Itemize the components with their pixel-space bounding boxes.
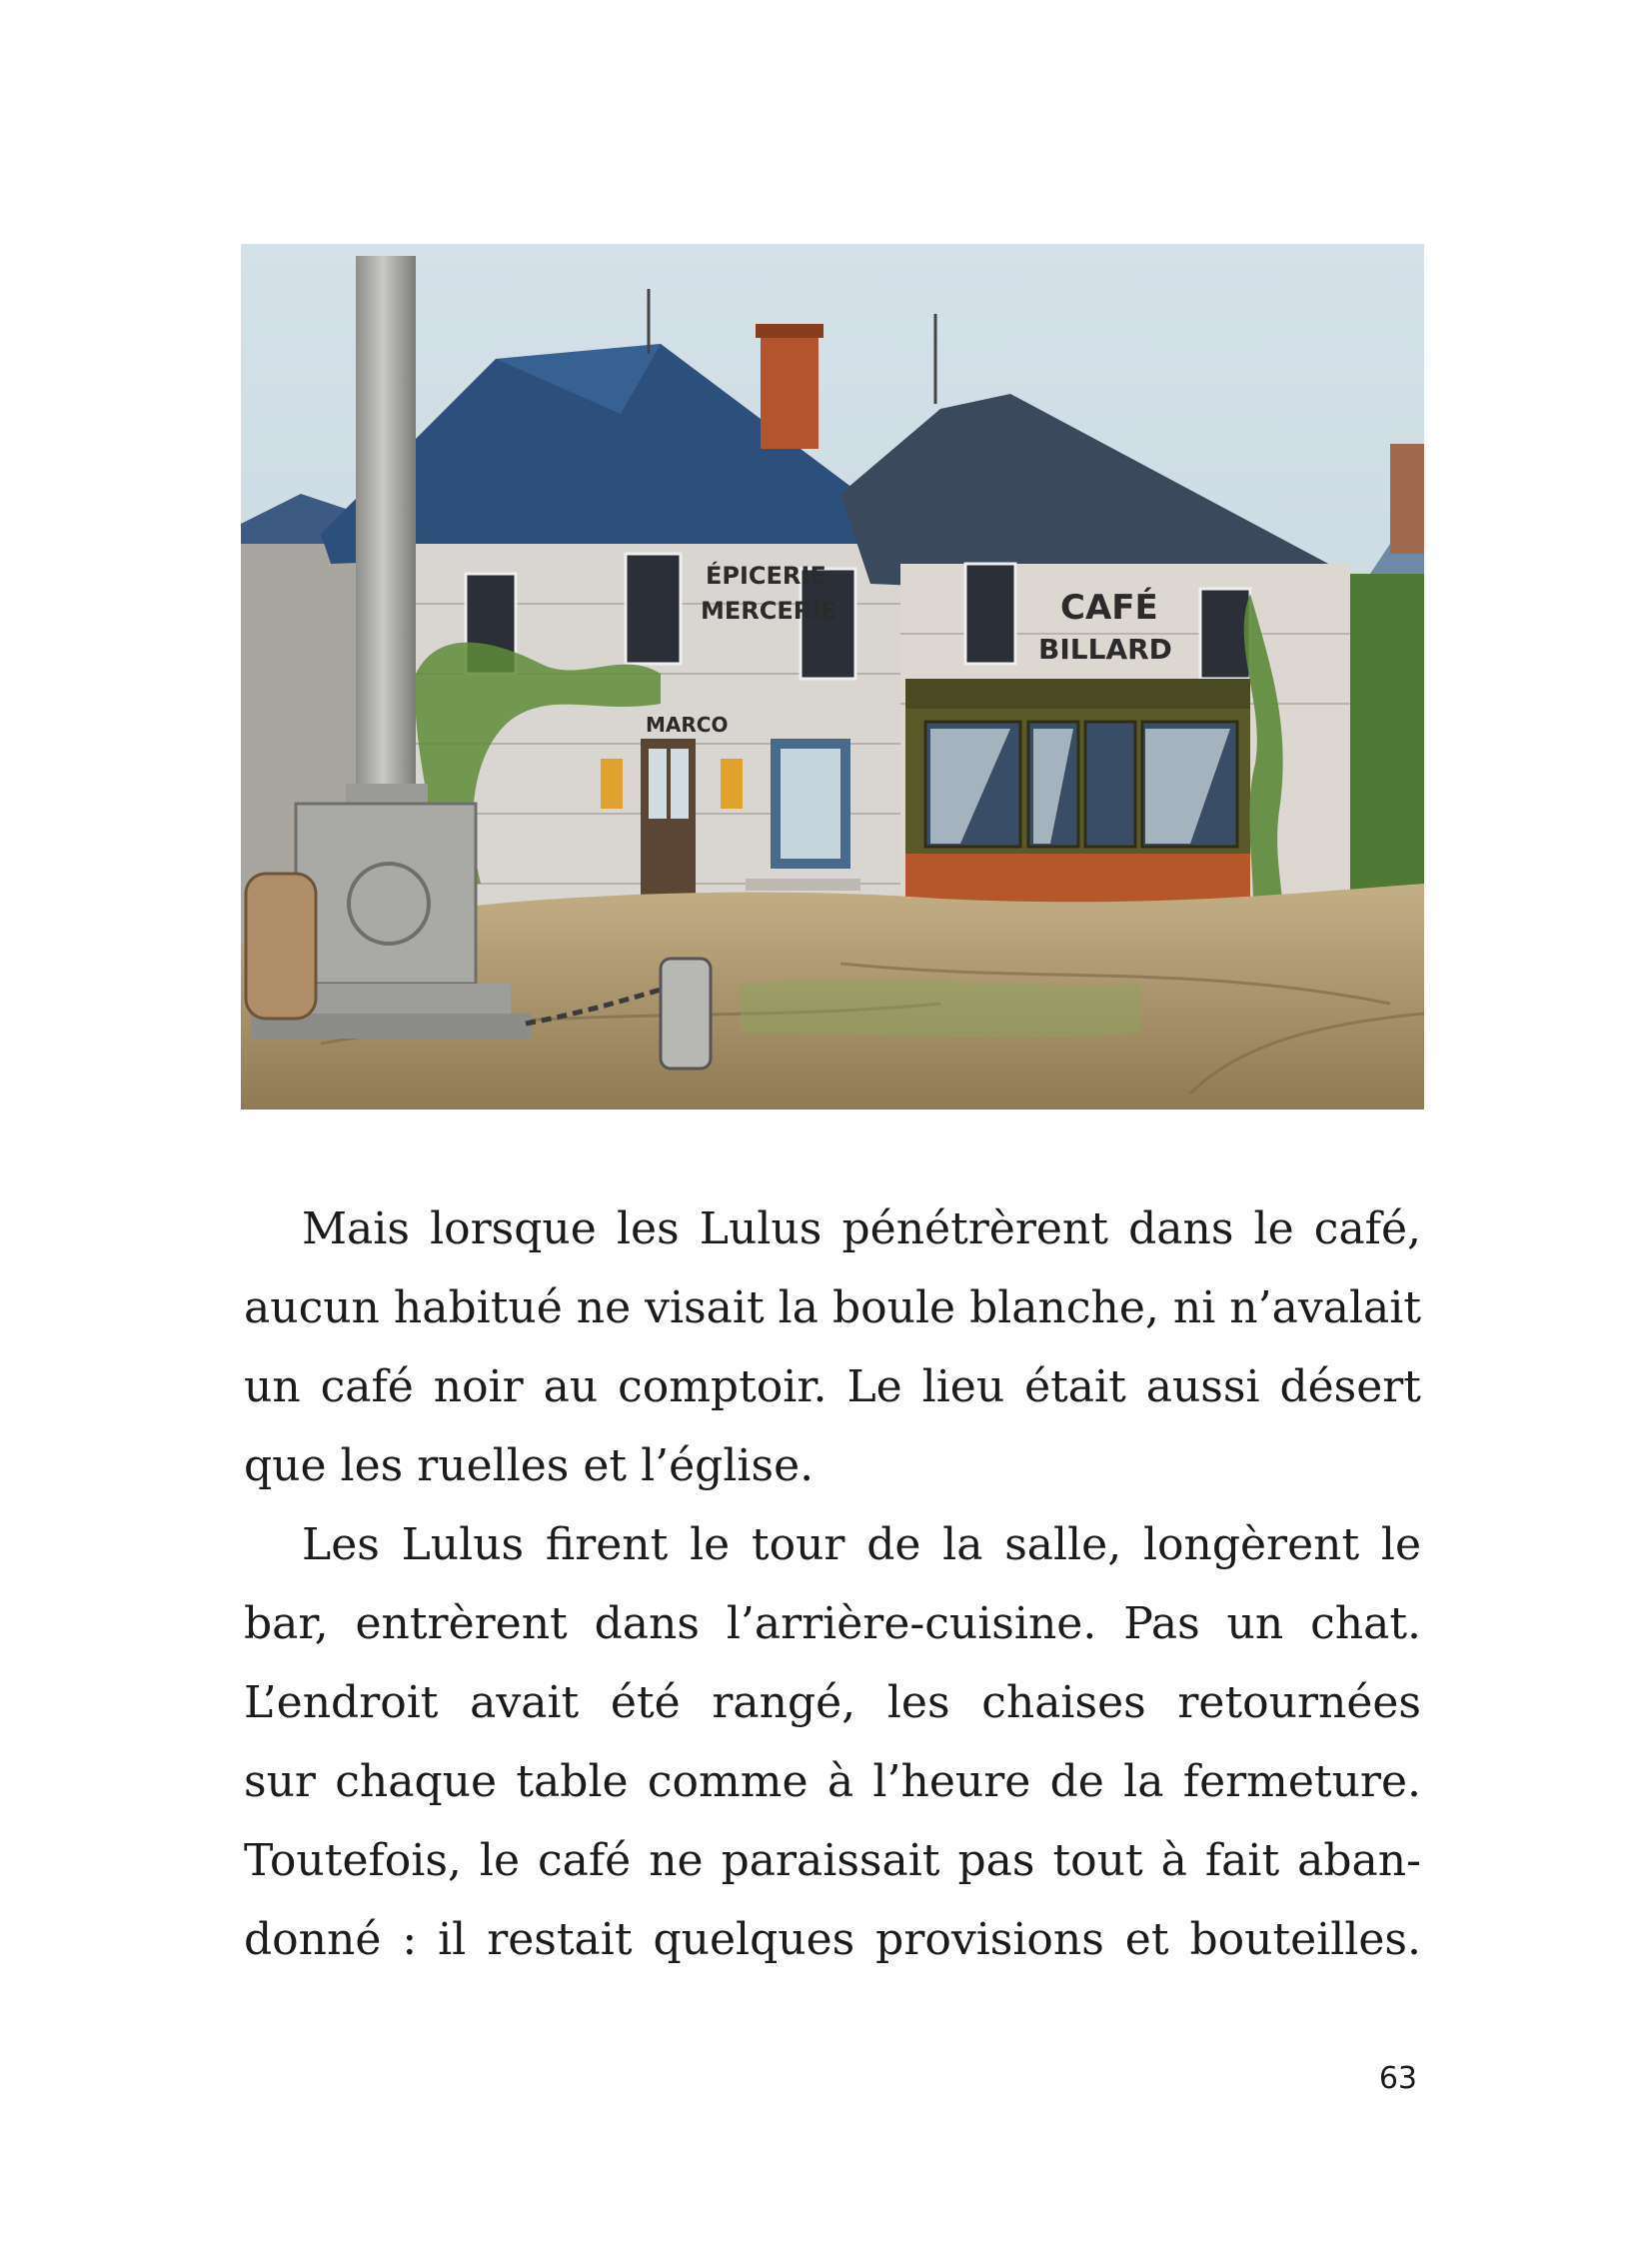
sign-marco: MARCO	[646, 713, 729, 737]
paragraph	[244, 1189, 1421, 1505]
text-line: donné : il restait quelques provisions et bouteilles.	[244, 1914, 1421, 1965]
paragraph	[244, 1505, 1421, 1979]
text-line: un café noir au comptoir. Le lieu était aussi désert	[244, 1361, 1421, 1412]
sign-billard: BILLARD	[1038, 633, 1172, 666]
text-line: aucun habitué ne visait la boule blanche, ni n’avalait	[244, 1282, 1421, 1333]
text-line: que les ruelles et l’église.	[244, 1440, 815, 1491]
background-chimney-right	[1390, 444, 1424, 554]
page-number: 63	[1378, 2061, 1417, 2096]
text-line: bar, entrèrent dans l’arrière-cuisine. Pas un chat.	[244, 1598, 1421, 1649]
sign-mercerie: MERCERIE	[701, 597, 837, 625]
sign-cafe: CAFÉ	[1060, 588, 1158, 628]
bench	[746, 879, 860, 891]
text-line: Les Lulus firent le tour de la salle, longèrent le	[302, 1519, 1421, 1570]
bollard	[661, 959, 711, 1069]
text-line: L’endroit avait été rangé, les chaises retournées	[244, 1677, 1421, 1728]
text-line: Mais lorsque les Lulus pénétrèrent dans le café,	[302, 1203, 1421, 1254]
chimney	[761, 329, 819, 449]
sign-epicerie: ÉPICERIE	[706, 562, 826, 590]
fountain	[246, 874, 316, 1019]
text-line: Toutefois, le café ne paraissait pas tout à fait aban-	[244, 1835, 1421, 1886]
village-cafe-illustration	[241, 244, 1424, 1110]
text-line: sur chaque table comme à l’heure de la fermeture.	[244, 1756, 1421, 1807]
monument-column	[356, 256, 416, 801]
monument-pedestal	[296, 804, 476, 984]
body-text	[244, 1189, 1421, 1979]
